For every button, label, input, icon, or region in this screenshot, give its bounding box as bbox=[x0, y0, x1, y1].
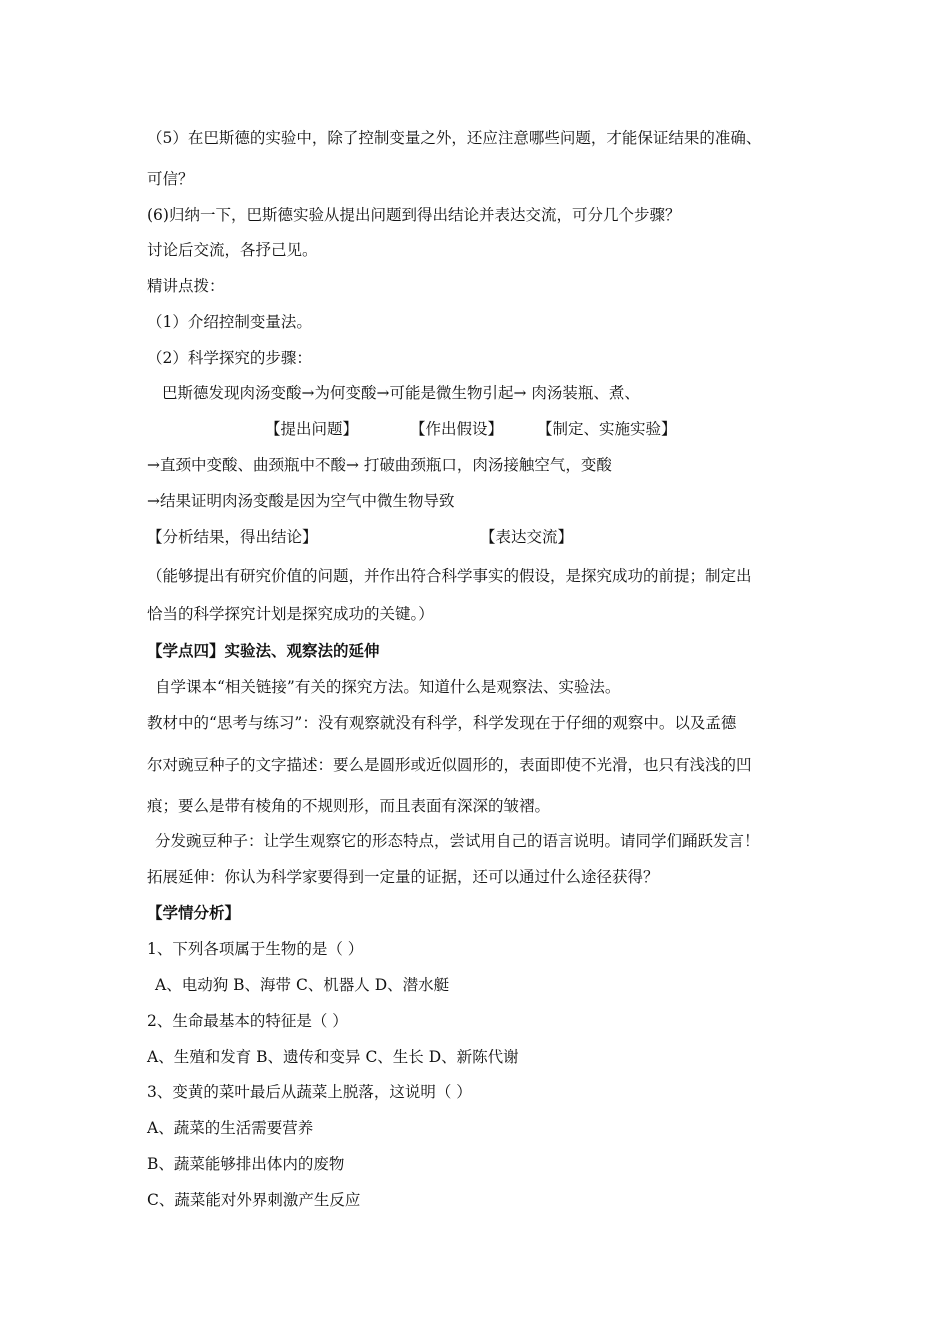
question-5-line-2: 可信？ bbox=[147, 170, 194, 188]
question-6: (6)归纳一下，巴斯德实验从提出问题到得出结论并表达交流，可分几个步骤？ bbox=[147, 206, 681, 224]
question-2: 2、生命最基本的特征是（ ） bbox=[147, 1012, 348, 1030]
question-2-options: A、生殖和发育 B、遗传和变异 C、生长 D、新陈代谢 bbox=[147, 1048, 519, 1066]
textbook-line-3: 痕；要么是带有棱角的不规则形，而且表面有深深的皱褶。 bbox=[147, 797, 551, 815]
note-line-1: （能够提出有研究价值的问题，并作出符合科学事实的假设，是探究成功的前提；制定出 bbox=[147, 567, 752, 585]
question-3-option-b: B、蔬菜能够排出体内的废物 bbox=[147, 1155, 345, 1173]
flow-label-conclusion: 【分析结果，得出结论】 bbox=[147, 528, 318, 546]
question-1: 1、下列各项属于生物的是（ ） bbox=[147, 940, 364, 958]
flow-label-experiment: 【制定、实施实验】 bbox=[537, 420, 677, 438]
question-3-option-c: C、蔬菜能对外界刺激产生反应 bbox=[147, 1191, 361, 1209]
flow-line-2: →直颈中变酸、曲颈瓶中不酸→ 打破曲颈瓶口，肉汤接触空气，变酸 bbox=[147, 456, 612, 474]
flow-label-hypothesis: 【作出假设】 bbox=[410, 420, 504, 438]
self-study-line: 自学课本“相关链接”有关的探究方法。知道什么是观察法、实验法。 bbox=[155, 678, 621, 696]
textbook-line-2: 尔对豌豆种子的文字描述：要么是圆形或近似圆形的，表面即使不光滑，也只有浅浅的凹 bbox=[147, 756, 752, 774]
key-points-title: 精讲点拨： bbox=[147, 277, 225, 295]
question-3: 3、变黄的菜叶最后从蔬菜上脱落，这说明（ ） bbox=[147, 1083, 472, 1101]
note-line-2: 恰当的科学探究计划是探究成功的关键。） bbox=[147, 605, 434, 623]
question-1-options: A、电动狗 B、海带 C、机器人 D、潜水艇 bbox=[155, 976, 450, 994]
discussion-line: 讨论后交流，各抒己见。 bbox=[147, 241, 318, 259]
distribute-line: 分发豌豆种子：让学生观察它的形态特点，尝试用自己的语言说明。请同学们踊跃发言！ bbox=[155, 832, 760, 850]
analysis-title: 【学情分析】 bbox=[147, 903, 241, 922]
point-2: （2）科学探究的步骤： bbox=[147, 349, 312, 367]
question-3-option-a: A、蔬菜的生活需要营养 bbox=[147, 1119, 314, 1137]
question-5-line-1: （5）在巴斯德的实验中，除了控制变量之外，还应注意哪些问题，才能保证结果的准确、 bbox=[147, 129, 762, 147]
extension-line: 拓展延伸：你认为科学家要得到一定量的证据，还可以通过什么途径获得？ bbox=[147, 868, 659, 886]
flow-label-communication: 【表达交流】 bbox=[480, 528, 574, 546]
point-1: （1）介绍控制变量法。 bbox=[147, 313, 312, 331]
textbook-line-1: 教材中的“思考与练习”：没有观察就没有科学，科学发现在于仔细的观察中。以及孟德 bbox=[147, 714, 737, 732]
flow-line-1: 巴斯德发现肉汤变酸→为何变酸→可能是微生物引起→ 肉汤装瓶、煮、 bbox=[162, 384, 640, 402]
flow-label-question: 【提出问题】 bbox=[265, 420, 359, 438]
flow-line-3: →结果证明肉汤变酸是因为空气中微生物导致 bbox=[147, 492, 455, 510]
section-4-title: 【学点四】实验法、观察法的延伸 bbox=[147, 641, 380, 660]
